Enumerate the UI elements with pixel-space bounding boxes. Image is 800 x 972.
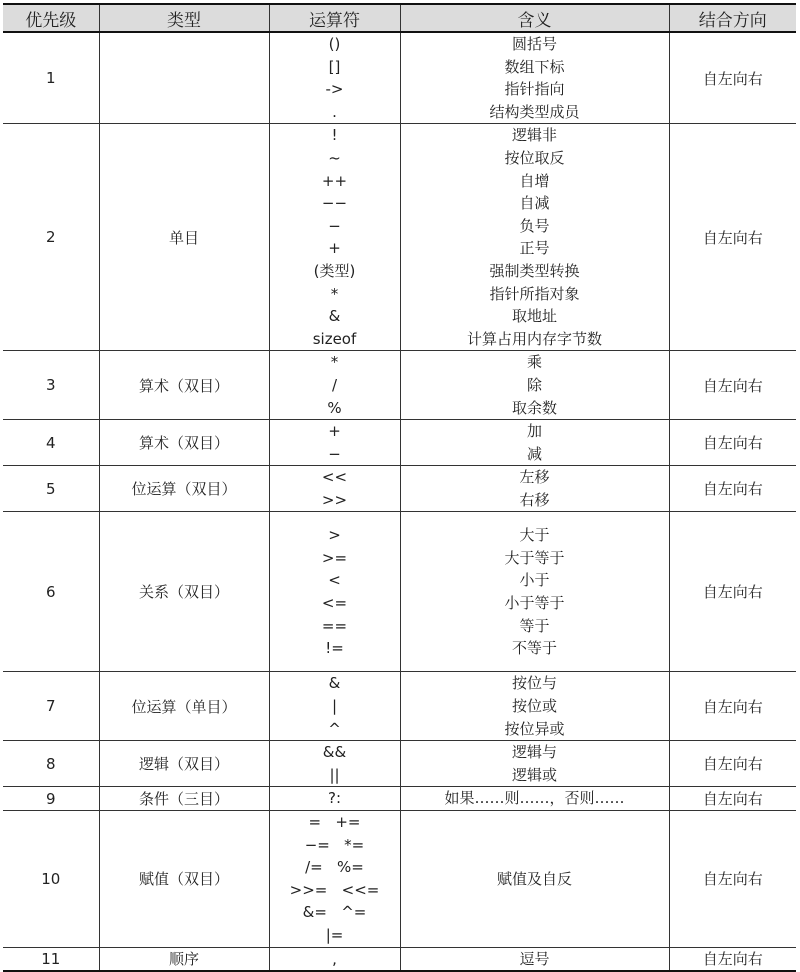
associativity-cell: 自左向右 [669,420,796,466]
type-cell: 关系（双目） [99,512,269,672]
meaning-text: 自减 [519,194,550,213]
operator-symbol: == [321,616,348,635]
operator-symbol: ++ [321,171,348,190]
type-cell: 算术（双目） [99,351,269,420]
meaning-cell [400,741,669,787]
operator-symbol: * [330,353,339,372]
meaning-cell [400,811,669,948]
meaning-text: 小于 [519,571,550,590]
type-cell: 算术（双目） [99,420,269,466]
operator-symbol: (类型) [313,261,356,280]
meaning-text: 等于 [519,616,550,635]
header-associativity: 结合方向 [669,4,796,32]
operator-symbol: −− [321,194,348,213]
meaning-text: 自增 [519,171,550,190]
table-row [3,811,796,948]
associativity-cell: 自左向右 [669,32,796,124]
operator-symbol: -> [325,80,344,99]
operator-symbol: >= [321,548,348,567]
operator-symbol: || [329,765,340,784]
meaning-text: 减 [526,444,542,463]
meaning-text: 右移 [519,490,550,509]
operator-cell [269,351,400,420]
operator-symbol: | [331,697,338,716]
meaning-text: 负号 [519,216,550,235]
meaning-cell [400,466,669,512]
table-row [3,32,796,124]
operator-symbol: % [327,398,342,417]
meaning-text: 不等于 [511,639,557,658]
meaning-text: 大于等于 [504,548,565,567]
meaning-cell [400,787,669,811]
table-row [3,466,796,512]
operator-cell [269,512,400,672]
operator-symbol: /= %= [305,858,364,877]
meaning-cell [400,124,669,351]
operator-symbol: , [332,949,337,968]
meaning-text: 逻辑或 [511,765,557,784]
meaning-text: 圆括号 [511,35,557,53]
priority-cell: 2 [3,124,99,351]
meaning-text: 加 [526,422,542,441]
table-row [3,672,796,741]
operator-symbol: & [328,674,341,693]
table-row [3,420,796,466]
type-cell: 赋值（双目） [99,811,269,948]
operator-symbol: sizeof [312,329,357,348]
operator-symbol: = += [308,813,361,832]
meaning-text: 正号 [519,239,550,258]
meaning-cell [400,420,669,466]
operator-symbol: / [331,375,338,394]
meaning-text: 按位或 [511,697,557,716]
meaning-text: 取余数 [511,398,557,417]
operator-symbol: >> [321,490,348,509]
priority-cell: 1 [3,32,99,124]
associativity-cell: 自左向右 [669,124,796,351]
operator-cell [269,466,400,512]
operator-symbol: ?: [327,789,341,808]
operator-symbol: . [332,102,337,121]
operator-symbol: ~ [328,148,341,167]
meaning-text: 乘 [526,353,542,372]
type-cell: 位运算（单目） [99,672,269,741]
meaning-text: 指针所指对象 [489,284,580,303]
operator-symbol: > [328,526,341,545]
operator-cell [269,672,400,741]
meaning-text: 按位异或 [504,719,565,738]
meaning-text: 指针指向 [504,80,565,99]
priority-cell: 11 [3,947,99,971]
priority-cell: 5 [3,466,99,512]
meaning-cell [400,351,669,420]
table-row [3,787,796,811]
operator-symbol: << [321,468,348,487]
priority-cell: 7 [3,672,99,741]
priority-cell: 4 [3,420,99,466]
priority-cell: 3 [3,351,99,420]
priority-cell: 8 [3,741,99,787]
meaning-text: 逻辑非 [511,126,557,145]
meaning-cell [400,512,669,672]
operator-symbol: − [328,444,341,463]
operator-cell [269,420,400,466]
type-cell: 顺序 [99,947,269,971]
operator-symbol: () [328,35,341,53]
meaning-cell [400,947,669,971]
operator-cell [269,787,400,811]
operator-symbol: + [328,422,341,441]
operator-symbol: != [325,639,344,658]
header-meaning: 含义 [400,4,669,32]
associativity-cell: 自左向右 [669,466,796,512]
operator-symbol: &= ^= [302,903,367,922]
operator-symbol: + [328,239,341,258]
meaning-text: 如果……则……，否则…… [444,789,625,808]
meaning-text: 按位取反 [504,148,565,167]
meaning-text: 按位与 [511,674,557,693]
operator-symbol: − [328,216,341,235]
associativity-cell: 自左向右 [669,672,796,741]
operator-symbol: ! [331,126,338,145]
table-body [3,32,796,971]
meaning-text: 取地址 [511,307,557,326]
operator-precedence-table [3,3,796,972]
table-row [3,512,796,672]
operator-cell [269,947,400,971]
meaning-text: 小于等于 [504,593,565,612]
meaning-text: 计算占用内存字节数 [466,329,602,348]
meaning-text: 大于 [519,526,550,545]
associativity-cell: 自左向右 [669,512,796,672]
meaning-text: 除 [526,375,542,394]
header-priority: 优先级 [3,4,99,32]
table-row [3,124,796,351]
priority-cell: 10 [3,811,99,948]
table-row [3,351,796,420]
associativity-cell: 自左向右 [669,947,796,971]
table-row [3,741,796,787]
operator-cell [269,32,400,124]
type-cell: 条件（三目） [99,787,269,811]
operator-symbol: ^ [328,719,341,738]
type-cell: 逻辑（双目） [99,741,269,787]
meaning-text: 数组下标 [504,57,565,76]
meaning-text: 结构类型成员 [489,102,580,121]
operator-symbol: & [328,307,341,326]
operator-symbol: |= [325,926,344,944]
associativity-cell: 自左向右 [669,787,796,811]
associativity-cell: 自左向右 [669,741,796,787]
associativity-cell: 自左向右 [669,351,796,420]
operator-symbol: >>= <<= [289,880,380,899]
meaning-text: 左移 [519,468,550,487]
operator-symbol: && [322,743,347,762]
header-row [3,4,796,32]
header-operator: 运算符 [269,4,400,32]
meaning-text: 逗号 [519,949,550,968]
operator-symbol: <= [321,593,348,612]
header-type: 类型 [99,4,269,32]
operator-symbol: [] [328,57,341,76]
operator-symbol: * [330,284,339,303]
meaning-text: 强制类型转换 [489,261,580,280]
meaning-cell [400,672,669,741]
operator-symbol: −= *= [304,835,365,854]
meaning-cell [400,32,669,124]
associativity-cell: 自左向右 [669,811,796,948]
table-row [3,947,796,971]
meaning-text: 赋值及自反 [496,869,572,888]
priority-cell: 9 [3,787,99,811]
type-cell: 位运算（双目） [99,466,269,512]
operator-symbol: < [328,571,341,590]
operator-cell [269,741,400,787]
operator-cell [269,124,400,351]
meaning-text: 逻辑与 [511,743,557,762]
type-cell: 单目 [99,124,269,351]
type-cell [99,32,269,124]
operator-cell [269,811,400,948]
priority-cell: 6 [3,512,99,672]
